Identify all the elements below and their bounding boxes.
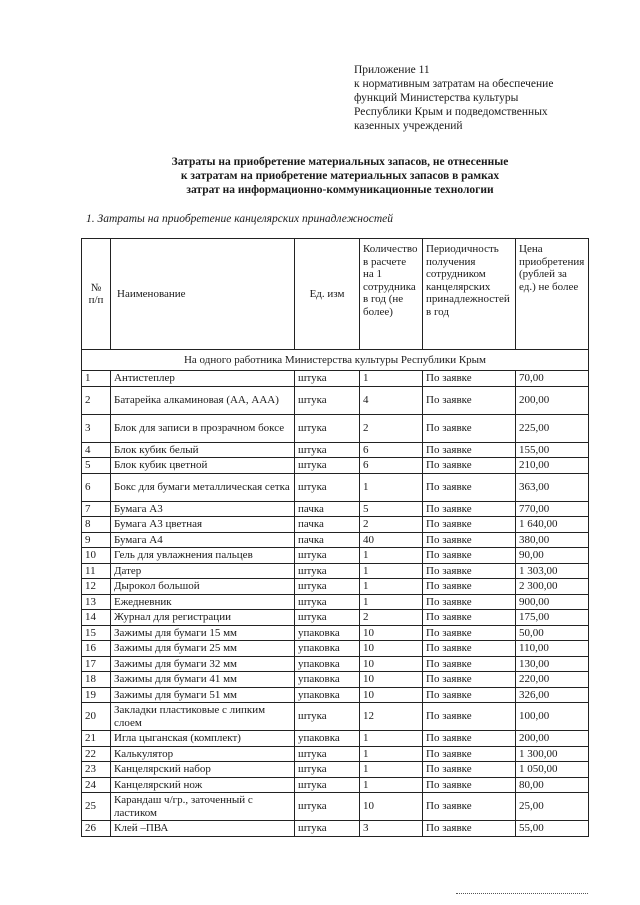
table-row	[82, 793, 589, 821]
table-row	[82, 473, 589, 501]
cell-name: Клей –ПВА	[111, 821, 295, 837]
cell-name: Калькулятор	[111, 746, 295, 762]
cell-name: Зажимы для бумаги 15 мм	[111, 625, 295, 641]
cell-unit: пачка	[295, 532, 360, 548]
cell-num: 8	[82, 517, 111, 533]
cell-qty: 40	[360, 532, 423, 548]
cell-price: 55,00	[516, 821, 589, 837]
cell-name: Ежедневник	[111, 594, 295, 610]
cell-qty: 1	[360, 371, 423, 387]
cell-period: По заявке	[423, 386, 516, 414]
cell-period: По заявке	[423, 548, 516, 564]
cell-qty: 10	[360, 687, 423, 703]
cell-period: По заявке	[423, 458, 516, 474]
cell-qty: 2	[360, 414, 423, 442]
table-row	[82, 762, 589, 778]
table-row	[82, 625, 589, 641]
supplies-table	[81, 238, 589, 837]
cell-name: Закладки пластиковые с липким слоем	[111, 703, 295, 731]
cell-qty: 6	[360, 458, 423, 474]
cell-num: 10	[82, 548, 111, 564]
cell-unit: пачка	[295, 517, 360, 533]
cell-period: По заявке	[423, 821, 516, 837]
header-num: № п/п	[82, 239, 111, 350]
cell-price: 200,00	[516, 386, 589, 414]
header-period: Периодичность получения сотрудником канцелярских принадлежностей в год	[423, 239, 516, 350]
cell-num: 19	[82, 687, 111, 703]
cell-unit: упаковка	[295, 656, 360, 672]
cell-name: Бумага А3	[111, 501, 295, 517]
cell-num: 5	[82, 458, 111, 474]
table-row	[82, 458, 589, 474]
cell-name: Канцелярский набор	[111, 762, 295, 778]
cell-num: 4	[82, 442, 111, 458]
cell-name: Бокс для бумаги металлическая сетка	[111, 473, 295, 501]
appendix-line: к нормативным затратам на обеспечение	[354, 78, 554, 90]
cell-price: 130,00	[516, 656, 589, 672]
cell-price: 1 303,00	[516, 563, 589, 579]
table-row	[82, 641, 589, 657]
cell-unit: штука	[295, 821, 360, 837]
cell-name: Журнал для регистрации	[111, 610, 295, 626]
cell-name: Игла цыганская (комплект)	[111, 731, 295, 747]
cell-price: 770,00	[516, 501, 589, 517]
cell-unit: штука	[295, 473, 360, 501]
cell-period: По заявке	[423, 656, 516, 672]
table-row	[82, 703, 589, 731]
appendix-line: казенных учреждений	[354, 120, 463, 132]
cell-period: По заявке	[423, 517, 516, 533]
cell-qty: 10	[360, 625, 423, 641]
appendix-line: функций Министерства культуры	[354, 92, 519, 104]
cell-qty: 10	[360, 656, 423, 672]
cell-num: 1	[82, 371, 111, 387]
cell-num: 26	[82, 821, 111, 837]
table-row	[82, 579, 589, 595]
cell-qty: 1	[360, 473, 423, 501]
cell-period: По заявке	[423, 473, 516, 501]
appendix-line: Приложение 11	[354, 64, 430, 76]
table-row	[82, 532, 589, 548]
cell-unit: штука	[295, 762, 360, 778]
document-title	[80, 155, 600, 197]
cell-qty: 1	[360, 579, 423, 595]
cell-price: 210,00	[516, 458, 589, 474]
table-row	[82, 442, 589, 458]
cell-num: 17	[82, 656, 111, 672]
cell-num: 2	[82, 386, 111, 414]
cell-num: 18	[82, 672, 111, 688]
header-unit: Ед. изм	[295, 239, 360, 350]
cell-price: 25,00	[516, 793, 589, 821]
table-row	[82, 821, 589, 837]
table-row	[82, 414, 589, 442]
cell-name: Зажимы для бумаги 32 мм	[111, 656, 295, 672]
table-row	[82, 386, 589, 414]
cell-unit: штука	[295, 594, 360, 610]
table-row	[82, 548, 589, 564]
cell-unit: штука	[295, 777, 360, 793]
header-name: Наименование	[111, 239, 295, 350]
cell-price: 900,00	[516, 594, 589, 610]
footer-divider	[456, 893, 588, 894]
cell-unit: пачка	[295, 501, 360, 517]
cell-unit: упаковка	[295, 687, 360, 703]
cell-name: Гель для увлажнения пальцев	[111, 548, 295, 564]
cell-qty: 3	[360, 821, 423, 837]
cell-period: По заявке	[423, 532, 516, 548]
cell-qty: 10	[360, 793, 423, 821]
cell-price: 326,00	[516, 687, 589, 703]
section-title: 1. Затраты на приобретение канцелярских принадлежностей	[86, 213, 394, 225]
cell-price: 175,00	[516, 610, 589, 626]
group-row	[82, 350, 589, 371]
table-row	[82, 501, 589, 517]
cell-qty: 1	[360, 731, 423, 747]
cell-name: Зажимы для бумаги 25 мм	[111, 641, 295, 657]
cell-unit: штука	[295, 793, 360, 821]
cell-num: 24	[82, 777, 111, 793]
cell-period: По заявке	[423, 731, 516, 747]
cell-period: По заявке	[423, 746, 516, 762]
cell-unit: штука	[295, 703, 360, 731]
cell-qty: 2	[360, 610, 423, 626]
title-line: Затраты на приобретение материальных запасов, не отнесенные	[171, 156, 509, 168]
cell-period: По заявке	[423, 777, 516, 793]
cell-qty: 1	[360, 594, 423, 610]
cell-period: По заявке	[423, 442, 516, 458]
cell-price: 155,00	[516, 442, 589, 458]
cell-unit: штука	[295, 610, 360, 626]
cell-qty: 2	[360, 517, 423, 533]
cell-unit: упаковка	[295, 625, 360, 641]
cell-name: Канцелярский нож	[111, 777, 295, 793]
cell-unit: упаковка	[295, 731, 360, 747]
title-line: к затратам на приобретение материальных запасов в рамках	[180, 170, 500, 182]
cell-name: Блок кубик белый	[111, 442, 295, 458]
table-row	[82, 777, 589, 793]
cell-price: 363,00	[516, 473, 589, 501]
cell-name: Блок кубик цветной	[111, 458, 295, 474]
appendix-block	[354, 63, 604, 133]
cell-price: 1 300,00	[516, 746, 589, 762]
cell-price: 100,00	[516, 703, 589, 731]
cell-num: 11	[82, 563, 111, 579]
cell-qty: 12	[360, 703, 423, 731]
cell-qty: 10	[360, 672, 423, 688]
cell-unit: упаковка	[295, 641, 360, 657]
cell-period: По заявке	[423, 563, 516, 579]
cell-name: Бумага А3 цветная	[111, 517, 295, 533]
cell-name: Зажимы для бумаги 41 мм	[111, 672, 295, 688]
table-row	[82, 371, 589, 387]
cell-price: 70,00	[516, 371, 589, 387]
cell-qty: 1	[360, 777, 423, 793]
table-row	[82, 746, 589, 762]
header-qty: Количество в расчете на 1 сотрудника в год (не более)	[360, 239, 423, 350]
cell-qty: 10	[360, 641, 423, 657]
cell-period: По заявке	[423, 641, 516, 657]
appendix-line: Республики Крым и подведомственных	[354, 106, 548, 118]
cell-num: 7	[82, 501, 111, 517]
cell-period: По заявке	[423, 501, 516, 517]
cell-num: 12	[82, 579, 111, 595]
cell-unit: упаковка	[295, 672, 360, 688]
cell-qty: 1	[360, 548, 423, 564]
cell-qty: 5	[360, 501, 423, 517]
cell-unit: штука	[295, 746, 360, 762]
cell-num: 20	[82, 703, 111, 731]
cell-price: 2 300,00	[516, 579, 589, 595]
cell-num: 6	[82, 473, 111, 501]
cell-price: 1 050,00	[516, 762, 589, 778]
cell-period: По заявке	[423, 371, 516, 387]
cell-period: По заявке	[423, 687, 516, 703]
cell-unit: штука	[295, 442, 360, 458]
table-row	[82, 731, 589, 747]
cell-period: По заявке	[423, 703, 516, 731]
cell-qty: 4	[360, 386, 423, 414]
cell-qty: 1	[360, 563, 423, 579]
table-row	[82, 563, 589, 579]
cell-price: 225,00	[516, 414, 589, 442]
cell-num: 22	[82, 746, 111, 762]
cell-num: 21	[82, 731, 111, 747]
table-row	[82, 672, 589, 688]
cell-unit: штука	[295, 563, 360, 579]
table-header-row	[82, 239, 589, 350]
cell-num: 9	[82, 532, 111, 548]
cell-period: По заявке	[423, 625, 516, 641]
cell-price: 200,00	[516, 731, 589, 747]
cell-period: По заявке	[423, 762, 516, 778]
cell-price: 90,00	[516, 548, 589, 564]
cell-num: 15	[82, 625, 111, 641]
cell-period: По заявке	[423, 579, 516, 595]
cell-unit: штука	[295, 579, 360, 595]
cell-period: По заявке	[423, 414, 516, 442]
cell-name: Бумага А4	[111, 532, 295, 548]
group-label: На одного работника Министерства культуры Республики Крым	[82, 350, 589, 371]
cell-unit: штука	[295, 458, 360, 474]
cell-num: 14	[82, 610, 111, 626]
cell-price: 220,00	[516, 672, 589, 688]
table-row	[82, 610, 589, 626]
cell-price: 380,00	[516, 532, 589, 548]
table-row	[82, 517, 589, 533]
cell-num: 16	[82, 641, 111, 657]
table-row	[82, 656, 589, 672]
table-row	[82, 687, 589, 703]
cell-name: Датер	[111, 563, 295, 579]
cell-price: 1 640,00	[516, 517, 589, 533]
cell-unit: штука	[295, 548, 360, 564]
cell-qty: 1	[360, 746, 423, 762]
table-row	[82, 594, 589, 610]
cell-name: Карандаш ч/гр., заточенный с ластиком	[111, 793, 295, 821]
cell-period: По заявке	[423, 594, 516, 610]
cell-unit: штука	[295, 414, 360, 442]
cell-price: 80,00	[516, 777, 589, 793]
cell-unit: штука	[295, 386, 360, 414]
cell-name: Блок для записи в прозрачном боксе	[111, 414, 295, 442]
cell-name: Антистеплер	[111, 371, 295, 387]
cell-num: 25	[82, 793, 111, 821]
cell-num: 3	[82, 414, 111, 442]
cell-qty: 1	[360, 762, 423, 778]
cell-name: Зажимы для бумаги 51 мм	[111, 687, 295, 703]
cell-price: 50,00	[516, 625, 589, 641]
title-line: затрат на информационно-коммуникационные технологии	[186, 184, 494, 196]
cell-name: Дырокол большой	[111, 579, 295, 595]
cell-period: По заявке	[423, 672, 516, 688]
header-price: Цена приобретения (рублей за ед.) не более	[516, 239, 589, 350]
cell-name: Батарейка алкаминовая (АА, ААА)	[111, 386, 295, 414]
cell-price: 110,00	[516, 641, 589, 657]
cell-period: По заявке	[423, 793, 516, 821]
cell-period: По заявке	[423, 610, 516, 626]
cell-num: 23	[82, 762, 111, 778]
cell-num: 13	[82, 594, 111, 610]
cell-qty: 6	[360, 442, 423, 458]
cell-unit: штука	[295, 371, 360, 387]
